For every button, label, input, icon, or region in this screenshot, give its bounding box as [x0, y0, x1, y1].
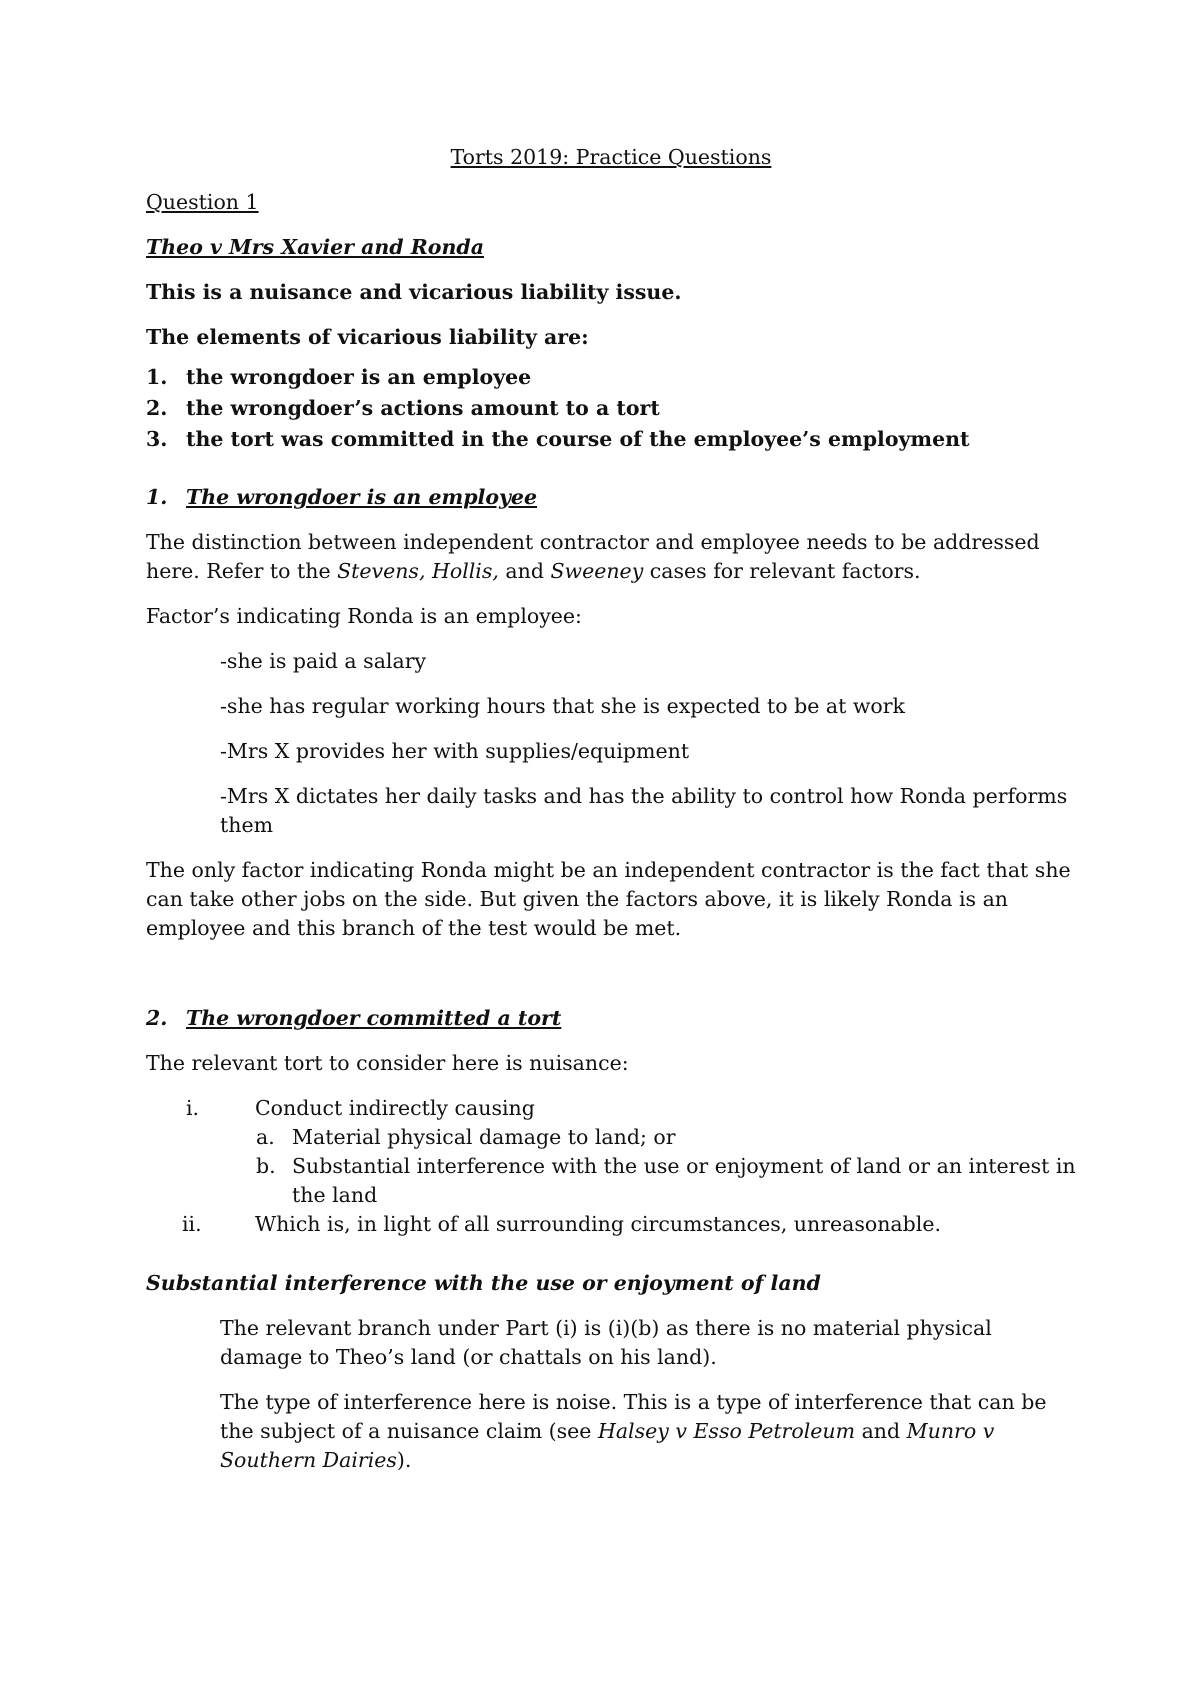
section-title: The wrongdoer committed a tort — [186, 1006, 562, 1030]
list-item — [256, 1152, 1080, 1210]
case-citation: Halsey v Esso Petroleum — [597, 1419, 856, 1443]
list-number: 2. — [146, 396, 168, 420]
elements-list — [146, 362, 1080, 455]
section-number: 2. — [146, 1006, 168, 1030]
list-text: the wrongdoer’s actions amount to a tort — [186, 396, 660, 420]
list-number: 3. — [146, 427, 168, 451]
subsection-heading: Substantial interference with the use or enjoyment of land — [146, 1271, 821, 1295]
text-run: cases for relevant factors. — [643, 559, 921, 583]
case-heading: Theo v Mrs Xavier and Ronda — [146, 235, 484, 259]
subsection-paragraph: The relevant branch under Part (i) is (i)(b) as there is no material physical damage to Theo’s land (or chattals on his land). — [220, 1316, 992, 1369]
list-number: ii. — [182, 1212, 202, 1236]
list-item — [146, 393, 1080, 424]
list-text: Material physical damage to land; or — [292, 1125, 676, 1149]
section-2-intro: The relevant tort to consider here is nuisance: — [146, 1051, 629, 1075]
issue-statement: This is a nuisance and vicarious liability issue. — [146, 280, 682, 304]
text-run: The type of interference here is noise. This is a type of interference that can be the subject of a nuisance claim (see — [220, 1390, 1047, 1443]
list-number: i. — [186, 1096, 200, 1120]
factor-item: -she has regular working hours that she is expected to be at work — [220, 694, 905, 718]
subsection-body — [146, 1314, 1080, 1475]
list-text: Conduct indirectly causing — [255, 1096, 535, 1120]
list-item — [256, 1123, 1080, 1152]
list-text: Which is, in light of all surrounding circumstances, unreasonable. — [255, 1212, 941, 1236]
question-heading: Question 1 — [146, 190, 259, 214]
sub-list — [146, 1123, 1080, 1210]
list-number: 1. — [146, 365, 168, 389]
list-number: a. — [256, 1125, 275, 1149]
section-2-heading — [146, 1004, 1080, 1033]
factors-intro: Factor’s indicating Ronda is an employee: — [146, 604, 582, 628]
section-1-heading — [146, 483, 1080, 512]
text-run: and — [855, 1419, 907, 1443]
list-number: b. — [256, 1154, 276, 1178]
nuisance-elements-list — [146, 1094, 1080, 1239]
list-item — [146, 362, 1080, 393]
factor-item: -Mrs X provides her with supplies/equipment — [220, 739, 690, 763]
subsection-paragraph — [220, 1388, 1080, 1475]
document-title: Torts 2019: Practice Questions — [450, 145, 772, 169]
section-number: 1. — [146, 485, 168, 509]
list-item — [146, 424, 1080, 455]
list-text: the tort was committed in the course of the employee’s employment — [186, 427, 970, 451]
section-title: The wrongdoer is an employee — [186, 485, 538, 509]
list-text: Substantial interference with the use or enjoyment of land or an interest in the land — [292, 1154, 1076, 1207]
factor-item: -Mrs X dictates her daily tasks and has the ability to control how Ronda performs them — [220, 784, 1068, 837]
text-run: and — [498, 559, 551, 583]
list-text: the wrongdoer is an employee — [186, 365, 532, 389]
section-1-conclusion: The only factor indicating Ronda might be an independent contractor is the fact that she can take other jobs on the side. But given the factors above, it is likely Ronda is an employee and this branch of the test would be met. — [146, 858, 1071, 940]
list-item — [146, 1094, 1080, 1123]
text-run: ). — [396, 1448, 412, 1472]
case-citation: Sweeney — [550, 559, 644, 583]
list-item — [146, 1210, 1080, 1239]
case-citation: Stevens, Hollis, — [337, 559, 499, 583]
elements-intro: The elements of vicarious liability are: — [146, 325, 589, 349]
text-run: The distinction between independent contractor and employee needs to be addressed here. Refer to the — [146, 530, 1040, 583]
section-1-paragraph — [146, 528, 1080, 586]
case-citation: Munro v Southern Dairies — [220, 1419, 995, 1472]
factor-item: -she is paid a salary — [220, 649, 427, 673]
